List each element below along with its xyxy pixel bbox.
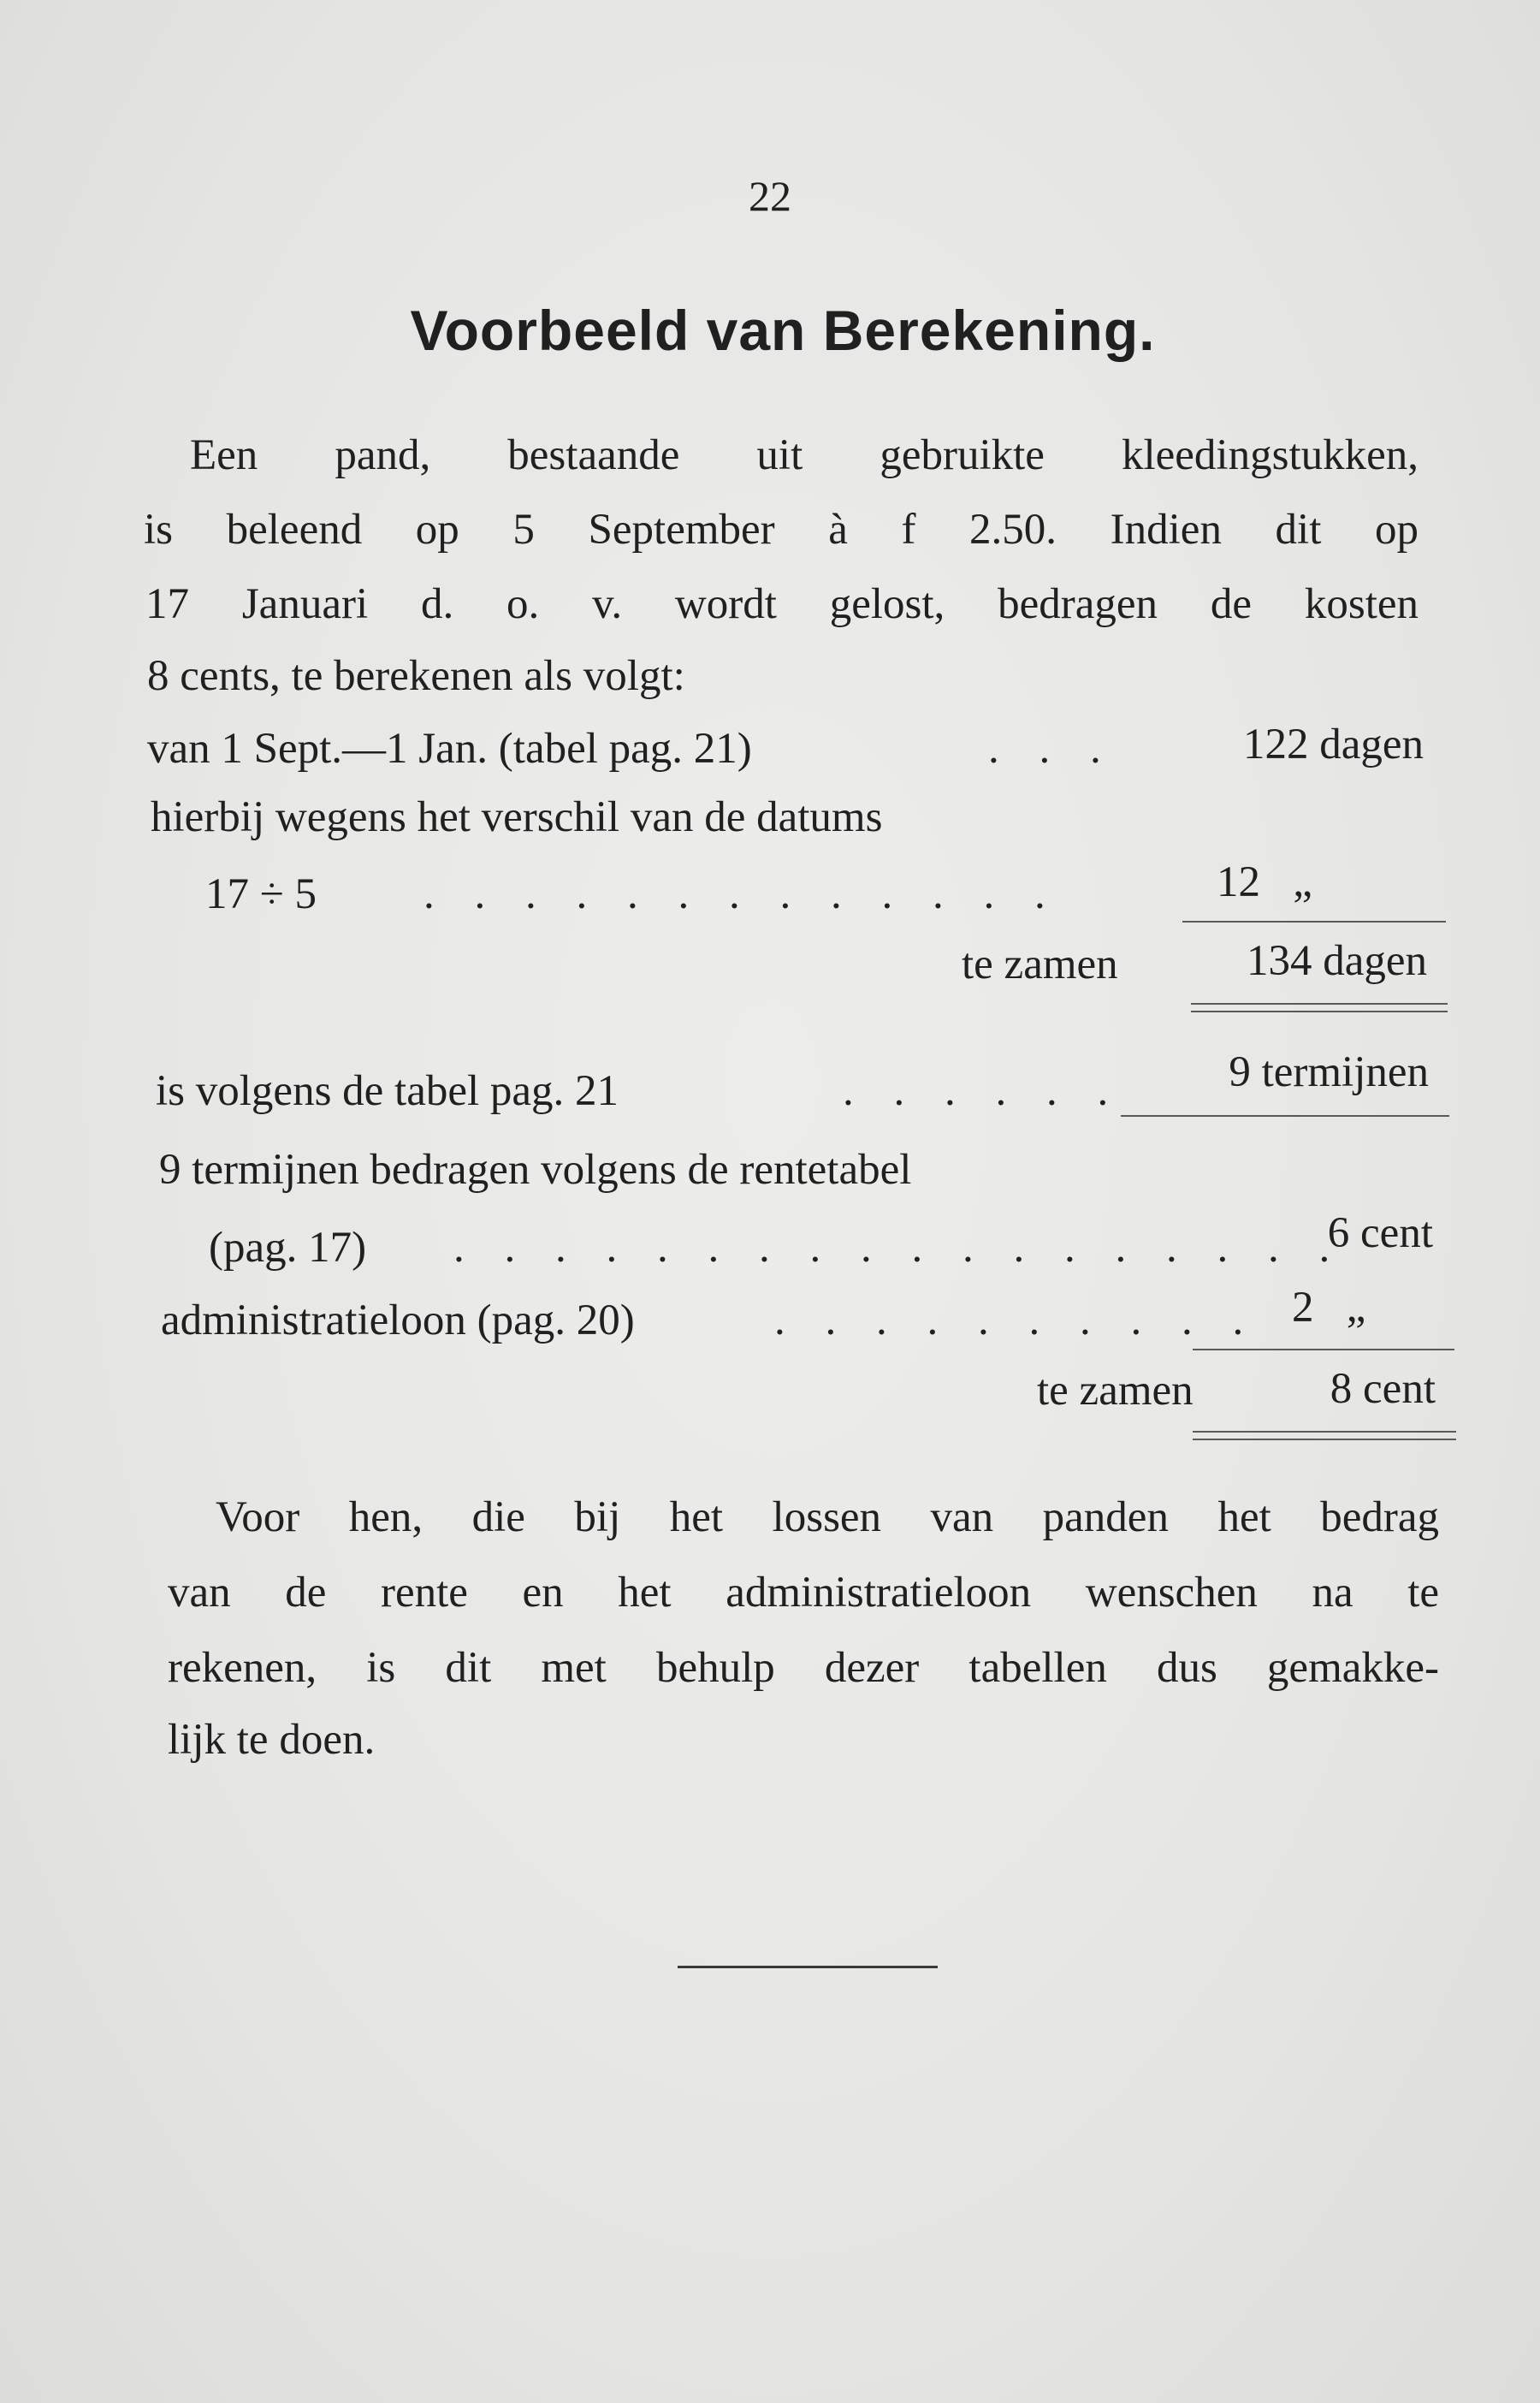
calc-row-5-label: 9 termijnen bedragen volgens de rentetabel xyxy=(159,1146,912,1194)
intro-line-4: 8 cents, te berekenen als volgt: xyxy=(147,652,685,700)
total-2-amount: 8 cent xyxy=(1330,1365,1436,1413)
calc-row-1-dots: . . . xyxy=(988,725,1116,773)
closing-line-4: lijk te doen. xyxy=(168,1716,376,1764)
closing-line-1: Voor hen, die bij het lossen van panden het bedrag xyxy=(216,1493,1439,1541)
calc-row-3-label: 17 ÷ 5 xyxy=(205,870,317,918)
calc-row-4-amount: 9 termijnen xyxy=(1229,1048,1429,1096)
total-2-double-rule-bottom xyxy=(1193,1439,1456,1440)
intro-line-3: 17 Januari d. o. v. wordt gelost, bedragen de kosten xyxy=(145,580,1419,628)
calc-row-7-dots: . . . . . . . . . . xyxy=(774,1296,1259,1344)
calc-row-1-amount: 122 dagen xyxy=(1242,721,1424,768)
calc-row-7-amount: 2 „ xyxy=(1292,1284,1366,1332)
total-double-rule-bottom xyxy=(1191,1011,1448,1012)
calc-row-2-label: hierbij wegens het verschil van de datums xyxy=(151,793,883,841)
calc-row-4-label: is volgens de tabel pag. 21 xyxy=(156,1067,619,1115)
sum-rule-2 xyxy=(1193,1349,1454,1350)
sum-rule xyxy=(1182,921,1446,923)
page-heading: Voorbeeld van Berekening. xyxy=(410,299,1156,362)
total-1-label: te zamen xyxy=(962,940,1118,988)
closing-line-3: rekenen, is dit met behulp dezer tabellen dus gemakke- xyxy=(168,1644,1439,1692)
calc-row-7-label: administratieloon (pag. 20) xyxy=(161,1296,635,1344)
calc-row-6-amount: 6 cent xyxy=(1327,1209,1433,1257)
intro-line-1: Een pand, bestaande uit gebruikte kleedingstukken, xyxy=(190,431,1419,479)
calc-row-3-amount: 12 „ xyxy=(1217,858,1312,906)
calc-row-3-dots: . . . . . . . . . . . . . xyxy=(424,870,1060,918)
page-number: 22 xyxy=(749,172,791,220)
total-double-rule-top xyxy=(1191,1003,1448,1005)
calc-row-6-label: (pag. 17) xyxy=(209,1224,367,1272)
closing-line-2: van de rente en het administratieloon wenschen na te xyxy=(168,1569,1439,1617)
termijnen-rule xyxy=(1121,1115,1449,1117)
total-2-double-rule-top xyxy=(1193,1431,1456,1433)
calc-row-6-dots: . . . . . . . . . . . . . . . . . . xyxy=(453,1224,1345,1272)
intro-line-2: is beleend op 5 September à f 2.50. Indien dit op xyxy=(144,506,1419,554)
calc-row-1-label: van 1 Sept.—1 Jan. (tabel pag. 21) xyxy=(147,725,752,773)
total-2-label: te zamen xyxy=(1037,1367,1194,1415)
end-rule xyxy=(678,1966,938,1968)
calc-row-4-dots: . . . . . . xyxy=(843,1067,1123,1115)
total-1-amount: 134 dagen xyxy=(1246,937,1427,985)
